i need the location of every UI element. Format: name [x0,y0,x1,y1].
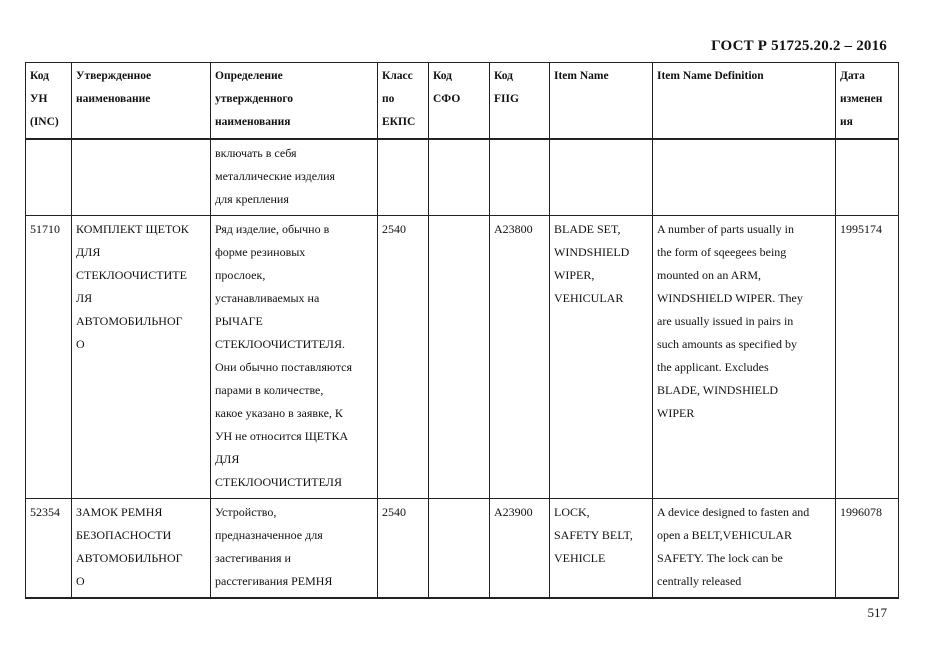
cell-fiig: A23800 [490,216,550,499]
cell-sfo [429,216,490,499]
cell-definition: Устройство, предназначенное для застегивания и расстегивания РЕМНЯ [211,499,378,599]
cell-date [836,139,899,216]
cell-definition: включать в себя металлические изделия для крепления [211,139,378,216]
cell-sfo [429,139,490,216]
cell-approved-name [72,139,211,216]
nomenclature-table [25,62,899,599]
cell-date: 1996078 [836,499,899,599]
header-sfo: Код СФО [429,63,490,140]
header-inc: Код УН (INC) [26,63,72,140]
cell-class [378,139,429,216]
cell-item-name: BLADE SET, WINDSHIELD WIPER, VEHICULAR [550,216,653,499]
header-fiig: Код FIIG [490,63,550,140]
header-class: Класс по ЕКПС [378,63,429,140]
table-row [26,499,899,599]
page-number: 517 [867,605,887,620]
cell-approved-name: КОМПЛЕКТ ЩЕТОК ДЛЯ СТЕКЛООЧИСТИТЕ ЛЯ АВТОМОБИЛЬНОГ О [72,216,211,499]
cell-sfo [429,499,490,599]
cell-item-definition: A device designed to fasten and open a BELT,VEHICULAR SAFETY. The lock can be centrally released [653,499,836,599]
table-row [26,216,899,499]
header-date: Дата изменен ия [836,63,899,140]
cell-date: 1995174 [836,216,899,499]
cell-item-definition [653,139,836,216]
cell-fiig [490,139,550,216]
header-item-definition: Item Name Definition [653,63,836,140]
cell-item-name: LOCK, SAFETY BELT, VEHICLE [550,499,653,599]
table-header-row [26,63,899,140]
document-standard-title: ГОСТ Р 51725.20.2 – 2016 [711,38,887,54]
table-row [26,139,899,216]
cell-inc: 51710 [26,216,72,499]
cell-definition: Ряд изделие, обычно в форме резиновых прослоек, устанавливаемых на РЫЧАГЕ СТЕКЛООЧИСТИТЕЛЯ. Они обычно поставляются парами в количестве, какое указано в заявке, К УН не относится ЩЕТКА ДЛЯ СТЕКЛООЧИСТИТЕЛЯ [211,216,378,499]
cell-fiig: A23900 [490,499,550,599]
header-definition: Определение утвержденного наименования [211,63,378,140]
cell-item-name [550,139,653,216]
cell-inc [26,139,72,216]
cell-approved-name: ЗАМОК РЕМНЯ БЕЗОПАСНОСТИ АВТОМОБИЛЬНОГ О [72,499,211,599]
header-item-name: Item Name [550,63,653,140]
header-approved-name: Утвержденное наименование [72,63,211,140]
cell-class: 2540 [378,216,429,499]
cell-class: 2540 [378,499,429,599]
cell-item-definition: A number of parts usually in the form of sqeegees being mounted on an ARM, WINDSHIELD WIPER. They are usually issued in pairs in such amounts as specified by the applicant. Excludes BLADE, WINDSHIELD WIPER [653,216,836,499]
cell-inc: 52354 [26,499,72,599]
